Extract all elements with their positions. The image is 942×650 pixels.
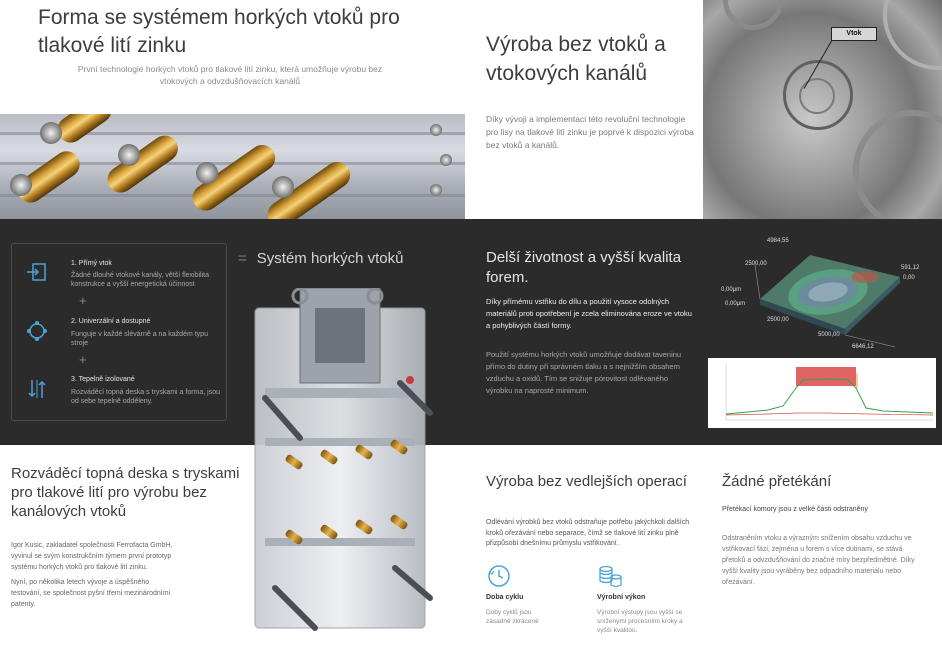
benefit-1-text: Doby cyklů jsou zásadně zkrácené xyxy=(486,609,539,625)
vtok-callout: Vtok xyxy=(831,27,877,41)
secondary-ops-text: Odlévání výrobků bez vtoků odstraňuje potřebu jakýchkoli dalších kroků ořezávání nebo separace, čímž se tlakové lití zinku plně přizpůsobí dnešnímu průmyslu vstřikování. xyxy=(486,519,690,547)
scan-label: 591,12 xyxy=(901,265,920,271)
feature-1-text: Žádné dlouhé vtokové kanály, větší flexibilita konstrukce a vyšší energetická účinnost xyxy=(71,272,210,288)
scan-label: 0,00μm xyxy=(725,301,746,307)
benefit-2-text: Výrobní výstupy jsou vyšší se sníženými procesními kroky a vyšší kvalitou. xyxy=(597,609,683,634)
system-label-text: Systém horkých vtoků xyxy=(256,250,404,267)
feature-1-title: 1. Přímý vtok xyxy=(71,260,112,267)
hero-subtitle: První technologie horkých vtoků pro tlakové lití zinku, která umožňuje výrobu bez vtokových a odvzdušňovacích kanálů xyxy=(77,64,383,86)
runnerless-title: Výroba bez vtoků a vtokových kanálů xyxy=(486,33,666,85)
scan-label: 0,00μm xyxy=(721,287,742,293)
plus-icon: + xyxy=(79,352,87,367)
manifold-text-1: Igor Kusic, zakladatel společnosti Ferrofacta GmbH, vyvinul se svým konstrukčním týmem první prototyp systému horkých vtoků pro tlakové lití zinku. xyxy=(11,542,173,571)
equals-sign: = xyxy=(238,250,247,267)
universal-icon xyxy=(26,320,48,342)
clock-icon xyxy=(486,563,512,589)
feature-2-text: Funguje v každé slévárně a na každém typu stroje xyxy=(71,331,208,347)
scan-label: 5000,00 xyxy=(818,332,840,338)
scan-label: 2500,00 xyxy=(767,317,789,323)
overflow-lead-text: Přetékací komory jsou z velké části odstraněny xyxy=(722,506,868,513)
casting-photo xyxy=(703,0,942,219)
thermal-icon xyxy=(26,378,48,400)
scan-label: 6646,12 xyxy=(852,344,874,350)
scan-label: 2500,00 xyxy=(745,261,767,267)
manifold-text-2: Nyní, po několika letech vývoje a úspěšného testování, se společnost pyšní třemi mezinárodními patenty. xyxy=(11,579,171,608)
plus-icon: + xyxy=(79,293,87,308)
lifetime-title: Delší životnost a vyšší kvalita forem. xyxy=(486,249,682,286)
features-box xyxy=(11,243,227,421)
hero-title: Forma se systémem horkých vtoků pro tlakové lití zinku xyxy=(38,6,400,57)
coins-icon xyxy=(597,563,623,589)
scan-label: 0,00 xyxy=(903,275,915,281)
surface-scan-image xyxy=(715,237,935,357)
scan-label: 4984,55 xyxy=(767,238,789,244)
secondary-ops-title: Výroba bez vedlejších operací xyxy=(486,473,687,490)
benefit-1-label: Doba cyklu xyxy=(486,594,524,601)
feature-2-title: 2. Univerzální a dostupné xyxy=(71,318,151,325)
feature-3-text: Rozváděcí topná deska s tryskami a forma, jsou od sebe tepelně odděleny. xyxy=(71,389,221,405)
nozzles-photo xyxy=(0,114,465,219)
runnerless-text: Díky vývoji a implementaci této revoluční technologie pro lisy na tlakové lití zinku je poprvé k dispozici výroba bez vtoků a kanálů. xyxy=(486,114,694,150)
hot-runner-mold-image xyxy=(245,288,440,643)
overflow-title: Žádné přetékání xyxy=(722,473,832,490)
benefit-2-label: Výrobní výkon xyxy=(597,594,646,601)
overflow-text: Odstraněním vtoku a výrazným snížením obsahu vzduchu ve vstřikovací fázi, zejména u forem s více dutinami, se stává přetoků a odvzdušňování do značné míry bezpředmětné. Díky vyšší kvality jsou vyráběny bez odpadního materiálu nebo ořezávání. xyxy=(722,535,915,586)
system-label xyxy=(238,250,438,267)
lifetime-highlight-text: Díky přímému vstřiku do dílu a použití vysoce odolných materiálů proti opotřebení je zcela eliminována eroze ve vtoku a pohyblivých částí formy. xyxy=(486,297,692,330)
direct-gate-icon xyxy=(26,261,48,283)
lifetime-text: Použití systému horkých vtoků umožňuje dodávat taveninu přímo do dutiny při správném tlaku a s nejnižším obsahem vzduchu a oxidů. Tím se snižuje pórovitost odlévaného výrobku na naprosté minimum. xyxy=(486,350,682,395)
feature-3-title: 3. Tepelně izolované xyxy=(71,376,135,383)
profile-graph xyxy=(708,358,936,428)
manifold-title: Rozváděcí topná deska s tryskami pro tlakové lití pro výrobu bez kanálových vtoků xyxy=(11,465,240,520)
